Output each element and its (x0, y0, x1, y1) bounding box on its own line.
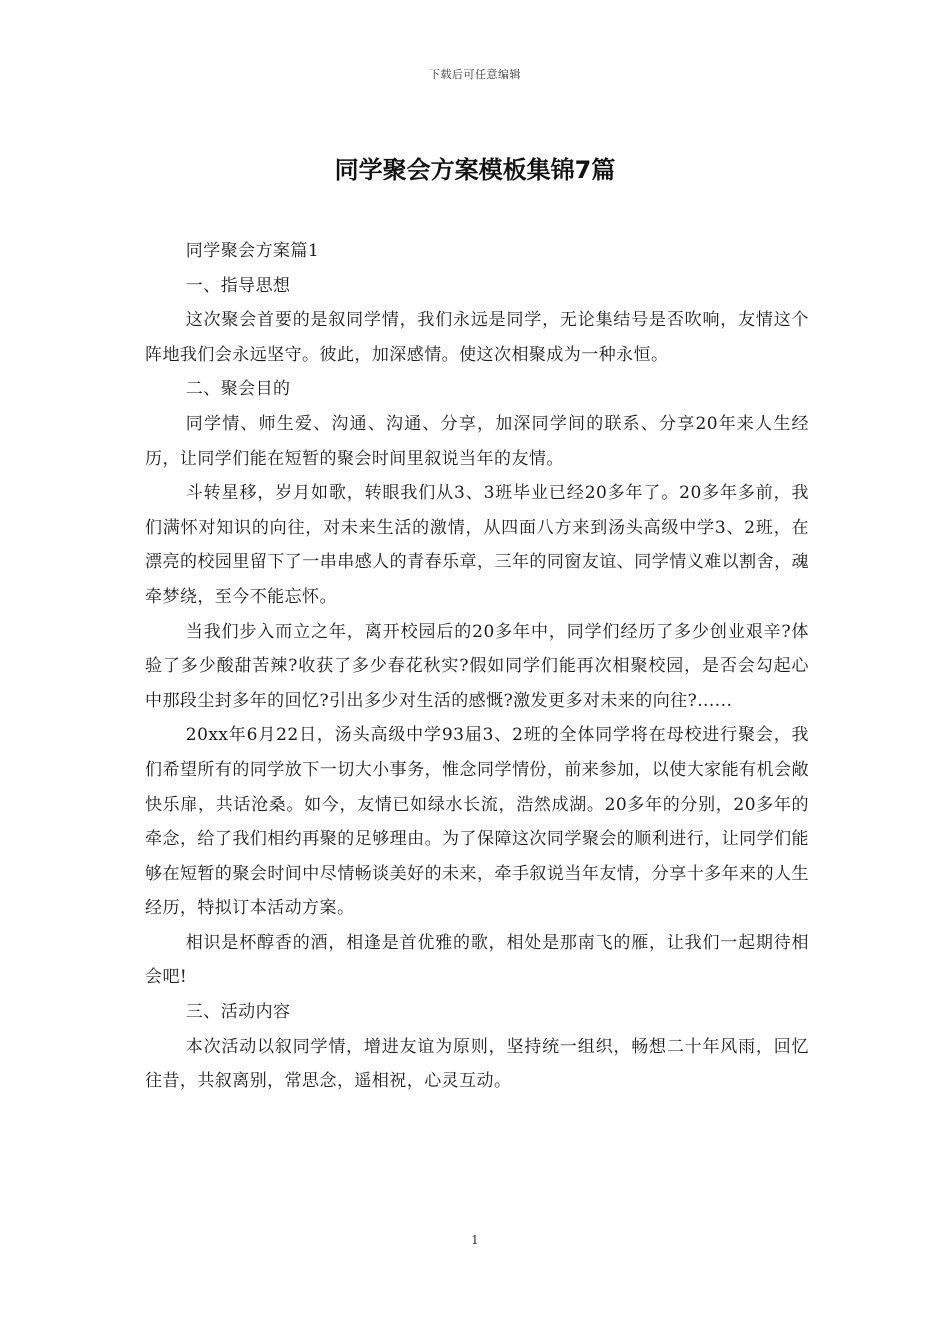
body-paragraph: 相识是杯醇香的酒，相逢是首优雅的歌，相处是那南飞的雁，让我们一起期待相会吧! (145, 932, 809, 988)
page-number: 1 (471, 1233, 479, 1247)
body-paragraph: 斗转星移，岁月如歌，转眼我们从3、3班毕业已经20多年了。20多年多前，我们满怀对知识的向往，对未来生活的激情，从四面八方来到汤头高级中学3、2班，在漂亮的校园里留下了一串串感人的青春乐章，三年的同窗友谊、同学情义难以割舍，魂牵梦绕，至今不能忘怀。 (145, 483, 809, 607)
body-paragraph: 本次活动以叙同学情，增进友谊为原则，坚持统一组织，畅想二十年风雨，回忆往昔，共叙离别，常思念，遥相祝，心灵互动。 (145, 1036, 809, 1092)
header-note: 下载后可任意编辑 (429, 68, 521, 81)
body-paragraph: 同学情、师生爱、沟通、沟通、分享，加深同学间的联系、分享20年来人生经历，让同学们能在短暂的聚会时间里叙说当年的友情。 (145, 413, 809, 469)
body-paragraph: 当我们步入而立之年，离开校园后的20多年中，同学们经历了多少创业艰辛?体验了多少酸甜苦辣?收获了多少春花秋实?假如同学们能再次相聚校园，是否会勾起心中那段尘封多年的回忆?引出多少对生活的感慨?激发更多对未来的向往?...... (145, 621, 809, 711)
body-paragraph: 20xx年6月22日，汤头高级中学93届3、2班的全体同学将在母校进行聚会，我们希望所有的同学放下一切大小事务，惟念同学情份，前来参加，以使大家能有机会敞快乐扉，共话沧桑。如今，友情已如绿水长流，浩然成湖。20多年的分别，20多年的牵念，给了我们相约再聚的足够理由。为了保障这次同学聚会的顺利进行，让同学们能够在短暂的聚会时间中尽情畅谈美好的未来，牵手叙说当年友情，分享十多年来的人生经历，特拟订本活动方案。 (145, 725, 809, 919)
subsection-heading: 三、活动内容 (185, 1002, 291, 1023)
document-title: 同学聚会方案模板集锦7篇 (334, 156, 616, 184)
section-heading: 同学聚会方案篇1 (185, 241, 320, 261)
body-paragraph: 这次聚会首要的是叙同学情，我们永远是同学，无论集结号是否吹响，友情这个阵地我们会永远坚守。彼此，加深感情。使这次相聚成为一种永恒。 (145, 310, 809, 365)
subsection-heading: 一、指导思想 (185, 275, 291, 296)
subsection-heading: 二、聚会目的 (185, 379, 291, 400)
document-body (145, 234, 809, 1099)
